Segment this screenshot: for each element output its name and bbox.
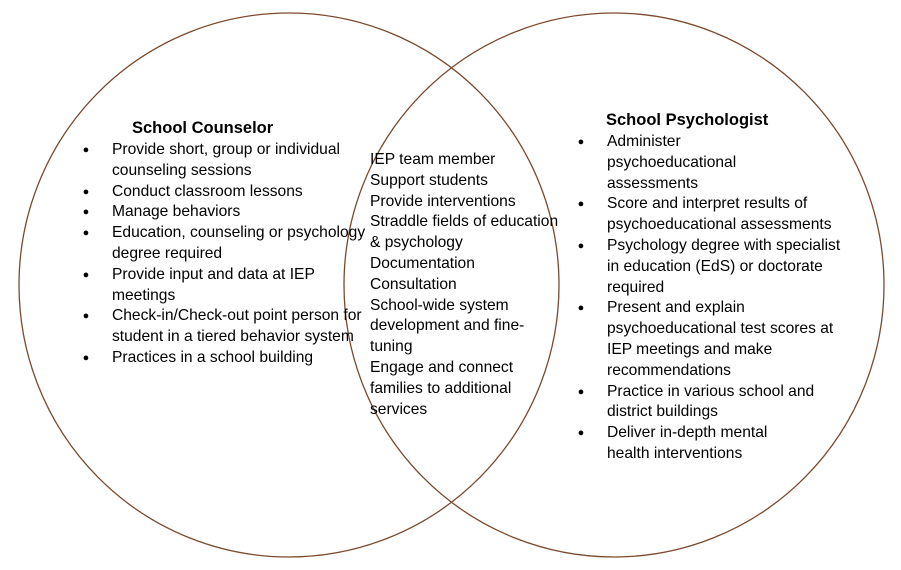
list-item: ● Present and explain psychoeducational test scores at IEP meetings and make recommendations [575, 298, 845, 381]
list-item: Consultation [370, 275, 457, 293]
bullet-icon: ● [577, 198, 585, 211]
list-item: Provide interventions [370, 192, 516, 210]
bullet-icon: ● [82, 206, 90, 219]
list-item: IEP team member [370, 151, 496, 168]
bullet-icon: ● [82, 185, 90, 198]
list-item: ● Score and interpret results of psychoeducational assessments [575, 194, 845, 236]
list-item: ● Provide input and data at IEP meetings [80, 265, 370, 307]
bullet-icon: ● [577, 385, 585, 398]
list-item: ● Practice in various school and district buildings [575, 382, 845, 424]
list-item: Engage and connect families to additional services [370, 358, 514, 418]
list-item: ● Deliver in-depth mental health interventions [575, 423, 845, 465]
school-counselor-title: School Counselor [132, 119, 274, 137]
list-item: Straddle fields of education & psychology [370, 213, 559, 252]
bullet-icon: ● [577, 239, 585, 252]
list-item: School-wide system development and fine-tuning [370, 296, 525, 356]
list-item: ● Education, counseling or psychology degree required [80, 223, 370, 265]
list-item: ● Conduct classroom lessons [80, 182, 370, 203]
bullet-icon: ● [82, 351, 90, 364]
list-item: ● Practices in a school building [80, 348, 370, 369]
school-psychologist-title: School Psychologist [606, 111, 769, 129]
bullet-icon: ● [82, 268, 90, 281]
list-item: ● Provide short, group or individual counseling sessions [80, 140, 370, 182]
list-item: ● Manage behaviors [80, 202, 370, 223]
bullet-icon: ● [577, 427, 585, 440]
list-item: ● Psychology degree with specialist in education (EdS) or doctorate required [575, 236, 845, 298]
bullet-icon: ● [82, 144, 90, 156]
shared-responsibilities-list [370, 150, 560, 420]
bullet-icon: ● [577, 302, 585, 315]
bullet-icon: ● [82, 310, 90, 323]
school-psychologist-list [575, 132, 845, 465]
bullet-icon: ● [82, 227, 90, 240]
list-item: Support students [370, 171, 488, 189]
school-counselor-list [80, 140, 370, 369]
bullet-icon: ● [577, 136, 585, 148]
list-item: ● Check-in/Check-out point person for student in a tiered behavior system [80, 306, 370, 348]
list-item: ● Administer psychoeducational assessments [575, 132, 845, 194]
list-item: Documentation [370, 254, 475, 272]
